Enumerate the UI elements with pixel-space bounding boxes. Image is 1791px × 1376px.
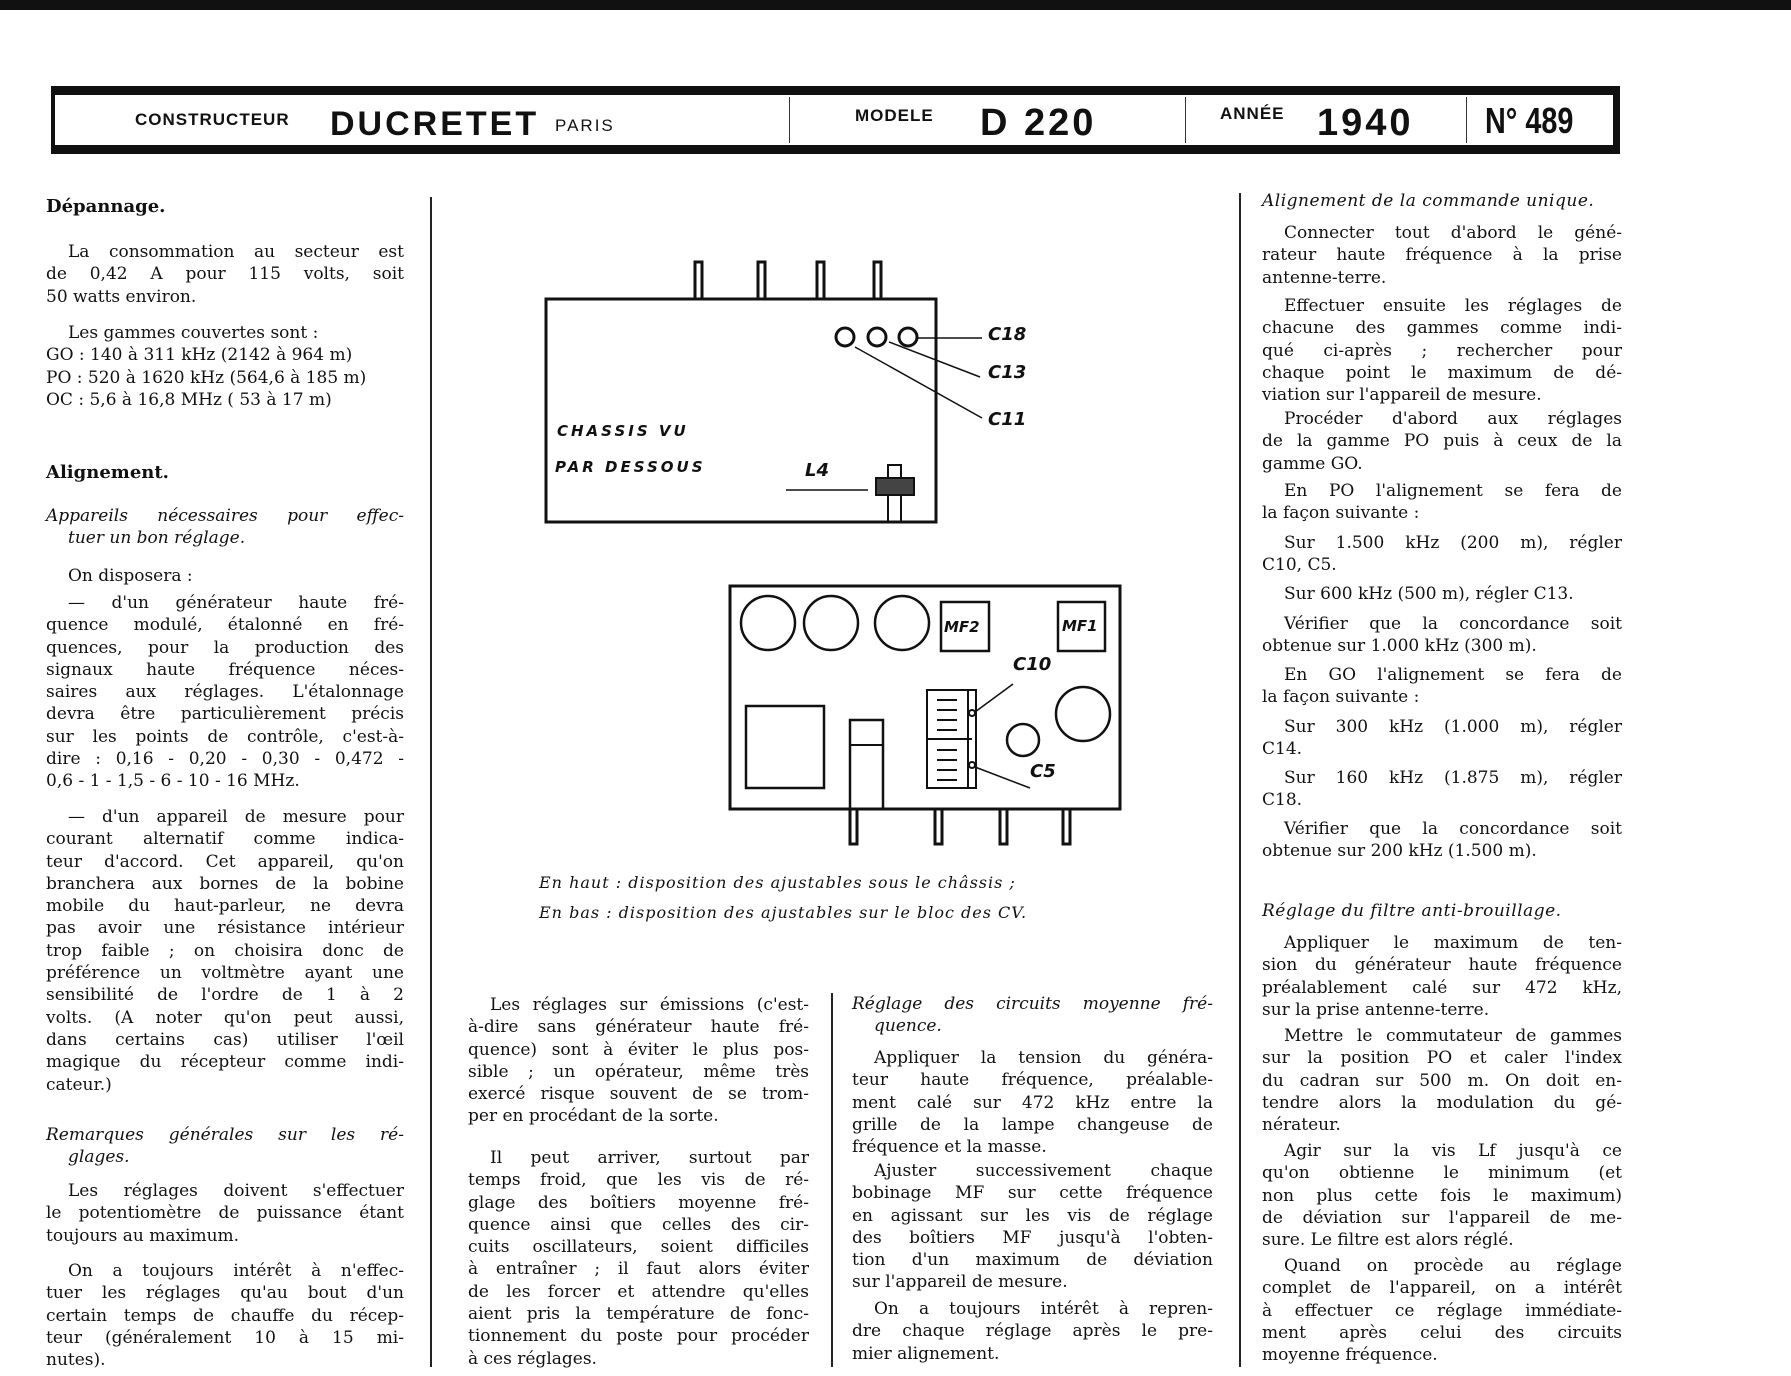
text-line: complet de l'appareil, on a intérêt — [1262, 1278, 1622, 1299]
text-line: Les gammes couvertes sont : — [68, 323, 319, 343]
text-line: la façon suivante : — [1262, 503, 1420, 524]
text-line: Remarques générales sur les ré- — [46, 1125, 404, 1145]
text-line: teur d'accord. Cet appareil, qu'on — [46, 851, 404, 872]
text-line: chaque point le maximum de dé- — [1262, 362, 1622, 383]
text-line: saires aux réglages. L'étalonnage — [46, 682, 404, 703]
text-line: obtenue sur 1.000 kHz (300 m). — [1262, 636, 1537, 657]
text-line: nérateur. — [1262, 1115, 1341, 1136]
text-line: Vérifier que la concordance soit — [1284, 819, 1622, 839]
text-line: sur la position PO et caler l'index — [1262, 1048, 1622, 1069]
constructeur-value: DUCRETET — [330, 104, 540, 143]
text-line: le potentiomètre de puissance étant — [46, 1203, 404, 1224]
label-c11: C11 — [988, 409, 1027, 430]
text-line: Mettre le commutateur de gammes — [1284, 1026, 1622, 1046]
paragraph — [468, 994, 809, 1128]
text-line: dans certains cas) utiliser l'œil — [46, 1029, 404, 1050]
paragraph — [852, 1298, 1213, 1365]
paragraph — [852, 1047, 1213, 1158]
text-line: tendre alors la modulation du gé- — [1262, 1092, 1622, 1113]
text-line: On a toujours intérêt à repren- — [874, 1299, 1213, 1319]
text-line: teur haute fréquence, préalable- — [852, 1070, 1213, 1091]
text-line: de la gamme PO puis à ceux de la — [1262, 431, 1622, 452]
text-line: Vérifier que la concordance soit — [1284, 614, 1622, 634]
label-mf2: MF2 — [944, 618, 980, 636]
text-line: signaux haute fréquence néces- — [46, 659, 404, 680]
text-line: Procéder d'abord aux réglages — [1284, 409, 1622, 429]
text-line: 50 watts environ. — [46, 286, 197, 307]
text-line: — d'un générateur haute fré- — [68, 593, 404, 613]
text-line: à entraîner ; il faut alors éviter — [468, 1259, 809, 1280]
text-line: Sur 160 kHz (1.875 m), régler — [1284, 768, 1622, 788]
modele-label-text: MODELE — [855, 106, 934, 125]
paragraph — [1262, 1140, 1622, 1251]
modele-value: D 220 — [980, 101, 1097, 144]
label-l4: L4 — [805, 460, 829, 481]
trimmer-screws — [836, 328, 917, 346]
text-line: dire : 0,16 - 0,20 - 0,30 - 0,472 - — [46, 749, 404, 770]
text-line: préalablement calé sur 472 kHz, — [1262, 977, 1622, 998]
paragraph — [1262, 532, 1622, 577]
text-line: en agissant sur les vis de réglage — [852, 1205, 1213, 1226]
text-line: Sur 600 kHz (500 m), régler C13. — [1284, 584, 1574, 604]
text-line: tionnement du poste pour procéder — [468, 1326, 809, 1347]
text-line: Il peut arriver, surtout par — [490, 1148, 809, 1168]
text-line: trop faible ; on choisira donc de — [46, 940, 404, 961]
text-line: Agir sur la vis Lf jusqu'à ce — [1284, 1141, 1622, 1161]
text-line: Les réglages sur émissions (c'est- — [490, 995, 809, 1015]
paragraph — [1262, 716, 1622, 761]
text-line: courant alternatif comme indica- — [46, 829, 404, 850]
text-line: PO : 520 à 1620 kHz (564,6 à 185 m) — [46, 367, 367, 388]
constructeur-label-text: CONSTRUCTEUR — [135, 110, 290, 129]
paragraph — [1262, 767, 1622, 812]
text-line: mobile du haut-parleur, ne devra — [46, 896, 404, 917]
text-line: qué ci-après ; rechercher pour — [1262, 340, 1622, 361]
text-line: Ajuster successivement chaque — [874, 1161, 1213, 1181]
paragraph — [1262, 818, 1622, 863]
annee-value: 1940 — [1317, 101, 1414, 144]
paragraph — [1262, 1255, 1622, 1366]
paragraph — [1262, 583, 1622, 605]
text-line: gamme GO. — [1262, 453, 1363, 474]
text-line: nutes). — [46, 1350, 106, 1371]
filtre-heading: Réglage du filtre anti-brouillage. — [1262, 901, 1562, 921]
text-line: magique du récepteur comme indi- — [46, 1052, 404, 1073]
text-line: Quand on procède au réglage — [1284, 1256, 1622, 1276]
text-line: bobinage MF sur cette fréquence — [852, 1183, 1213, 1204]
text-line: de déviation sur l'appareil de me- — [1262, 1207, 1622, 1228]
text-line: On disposera : — [68, 566, 193, 586]
text-line: Effectuer ensuite les réglages de — [1284, 296, 1622, 316]
text-line: quence modulé, étalonné en fré- — [46, 615, 404, 636]
chassis-label-2: PAR DESSOUS — [555, 458, 706, 476]
text-line: de 0,42 A pour 115 volts, soit — [46, 264, 404, 285]
depannage-heading: Dépannage. — [46, 196, 166, 217]
text-line: — d'un appareil de mesure pour — [68, 807, 404, 827]
commande-unique-heading: Alignement de la commande unique. — [1262, 191, 1595, 211]
text-line: sur les points de contrôle, c'est-à- — [46, 726, 404, 747]
text-line: à effectuer ce réglage immédiate- — [1262, 1300, 1622, 1321]
text-line: C14. — [1262, 739, 1303, 760]
text-line: C10, C5. — [1262, 555, 1337, 576]
text-line: à ces réglages. — [468, 1348, 597, 1369]
label-c10: C10 — [1013, 654, 1052, 675]
text-line: En PO l'alignement se fera de — [1284, 481, 1622, 501]
text-line: du cadran sur 500 m. On doit en- — [1262, 1070, 1622, 1091]
text-line: ment après celui des circuits — [1262, 1322, 1622, 1343]
text-line: teur (généralement 10 à 15 mi- — [46, 1327, 404, 1348]
text-line: per en procédant de la sorte. — [468, 1106, 719, 1127]
mf-subheading — [852, 993, 1213, 1038]
text-line: Sur 300 kHz (1.000 m), régler — [1284, 717, 1622, 737]
paragraph — [1262, 408, 1622, 475]
paragraph — [468, 1147, 809, 1370]
text-line: La consommation au secteur est — [68, 242, 404, 262]
transformer — [746, 706, 824, 788]
text-line: quences, pour la production des — [46, 637, 404, 658]
text-line: tuer un bon réglage. — [68, 528, 246, 549]
text-line: de les forcer et attendre qu'elles — [468, 1281, 809, 1302]
text-line: sible ; un opérateur, même très — [468, 1061, 809, 1082]
city-value: PARIS — [555, 116, 615, 135]
label-mf1: MF1 — [1062, 617, 1098, 635]
text-line: quence. — [874, 1016, 942, 1037]
label-c18: C18 — [988, 324, 1027, 345]
text-line: toujours au maximum. — [46, 1225, 240, 1246]
component — [850, 720, 883, 809]
top-connectors — [695, 262, 881, 299]
text-line: sur la prise antenne-terre. — [1262, 999, 1490, 1020]
numero-value: N° 489 — [1485, 100, 1574, 141]
text-line: dre chaque réglage après le pre- — [852, 1321, 1213, 1342]
paragraph — [1262, 932, 1622, 1021]
text-line: volts. (A noter qu'on peut aussi, — [46, 1007, 404, 1028]
text-line: non plus cette fois le maximum) — [1262, 1185, 1622, 1206]
text-line: branchera aux bornes de la bobine — [46, 873, 404, 894]
text-line: devra être particulièrement précis — [46, 704, 404, 725]
coil-l4 — [876, 465, 914, 522]
text-line: sur l'appareil de mesure. — [852, 1272, 1068, 1293]
text-line: Appliquer la tension du généra- — [874, 1048, 1213, 1068]
text-line: temps froid, que les vis de ré- — [468, 1170, 809, 1191]
text-line: des boîtiers MF jusqu'à l'obten- — [852, 1227, 1213, 1248]
bottom-connectors — [850, 809, 1070, 844]
figure-caption-top: En haut : disposition des ajustables sous le châssis ; — [539, 873, 1016, 892]
text-line: C18. — [1262, 790, 1303, 811]
alignement-heading: Alignement. — [46, 462, 169, 483]
text-line: moyenne fréquence. — [1262, 1345, 1438, 1366]
text-line: certain temps de chauffe du récep- — [46, 1305, 404, 1326]
text-line: glage des boîtiers moyenne fré- — [468, 1192, 809, 1213]
variable-capacitor — [927, 684, 1030, 788]
paragraph — [852, 1160, 1213, 1294]
text-line: On a toujours intérêt à n'effec- — [68, 1261, 404, 1281]
text-line: Appareils nécessaires pour effec- — [46, 506, 404, 526]
text-line: Réglage des circuits moyenne fré- — [852, 994, 1213, 1014]
text-line: glages. — [68, 1147, 130, 1168]
text-line: tion d'un maximum de déviation — [852, 1250, 1213, 1271]
text-line: obtenue sur 200 kHz (1.500 m). — [1262, 841, 1537, 862]
text-line: quence) sont à éviter le plus pos- — [468, 1039, 809, 1060]
text-line: exercé risque souvent de se trom- — [468, 1084, 809, 1105]
text-line: cuits oscillateurs, soient difficiles — [468, 1237, 809, 1258]
text-line: pas avoir une résistance intérieur — [46, 918, 404, 939]
text-line: Connecter tout d'abord le géné- — [1284, 223, 1622, 243]
annee-label-text: ANNÉE — [1220, 104, 1285, 123]
tube-sockets — [741, 596, 1110, 756]
text-line: Les réglages doivent s'effectuer — [68, 1181, 404, 1201]
text-line: sion du générateur haute fréquence — [1262, 955, 1622, 976]
text-line: la façon suivante : — [1262, 687, 1420, 708]
text-line: sure. Le filtre est alors réglé. — [1262, 1230, 1514, 1251]
text-line: antenne-terre. — [1262, 267, 1387, 288]
paragraph — [1262, 222, 1622, 289]
text-line: préférence un voltmètre ayant une — [46, 963, 404, 984]
text-line: grille de la lampe changeuse de — [852, 1114, 1213, 1135]
text-line: ment calé sur 472 kHz entre la — [852, 1092, 1213, 1113]
text-line: mier alignement. — [852, 1343, 1000, 1364]
text-line: quence ainsi que celles des cir- — [468, 1214, 809, 1235]
figure-caption-bottom: En bas : disposition des ajustables sur le bloc des CV. — [539, 903, 1028, 922]
chassis-label-1: CHASSIS VU — [557, 422, 689, 440]
text-line: aient pris la température de fonc- — [468, 1304, 809, 1325]
label-c5: C5 — [1030, 761, 1056, 782]
paragraph — [1262, 613, 1622, 658]
text-line: Sur 1.500 kHz (200 m), régler — [1284, 533, 1622, 553]
paragraph — [1262, 295, 1622, 406]
text-line: GO : 140 à 311 kHz (2142 à 964 m) — [46, 345, 353, 366]
paragraph — [1262, 480, 1622, 525]
text-line: qu'on obtienne le minimum (et — [1262, 1163, 1622, 1184]
text-line: à-dire sans générateur haute fré- — [468, 1017, 809, 1038]
text-line: Appliquer le maximum de ten- — [1284, 933, 1622, 953]
paragraph — [1262, 1025, 1622, 1136]
text-line: viation sur l'appareil de mesure. — [1262, 385, 1542, 406]
label-c13: C13 — [988, 362, 1027, 383]
text-line: chacune des gammes comme indi- — [1262, 318, 1622, 339]
text-line: En GO l'alignement se fera de — [1284, 665, 1622, 685]
text-line: OC : 5,6 à 16,8 MHz ( 53 à 17 m) — [46, 389, 332, 410]
text-line: tuer les réglages qu'au bout d'un — [46, 1283, 404, 1304]
paragraph — [1262, 664, 1622, 709]
text-line: 0,6 - 1 - 1,5 - 6 - 10 - 16 MHz. — [46, 771, 300, 792]
text-line: fréquence et la masse. — [852, 1137, 1047, 1158]
text-line: rateur haute fréquence à la prise — [1262, 245, 1622, 266]
text-line: sensibilité de l'ordre de 1 à 2 — [46, 985, 404, 1006]
text-line: cateur.) — [46, 1074, 112, 1095]
